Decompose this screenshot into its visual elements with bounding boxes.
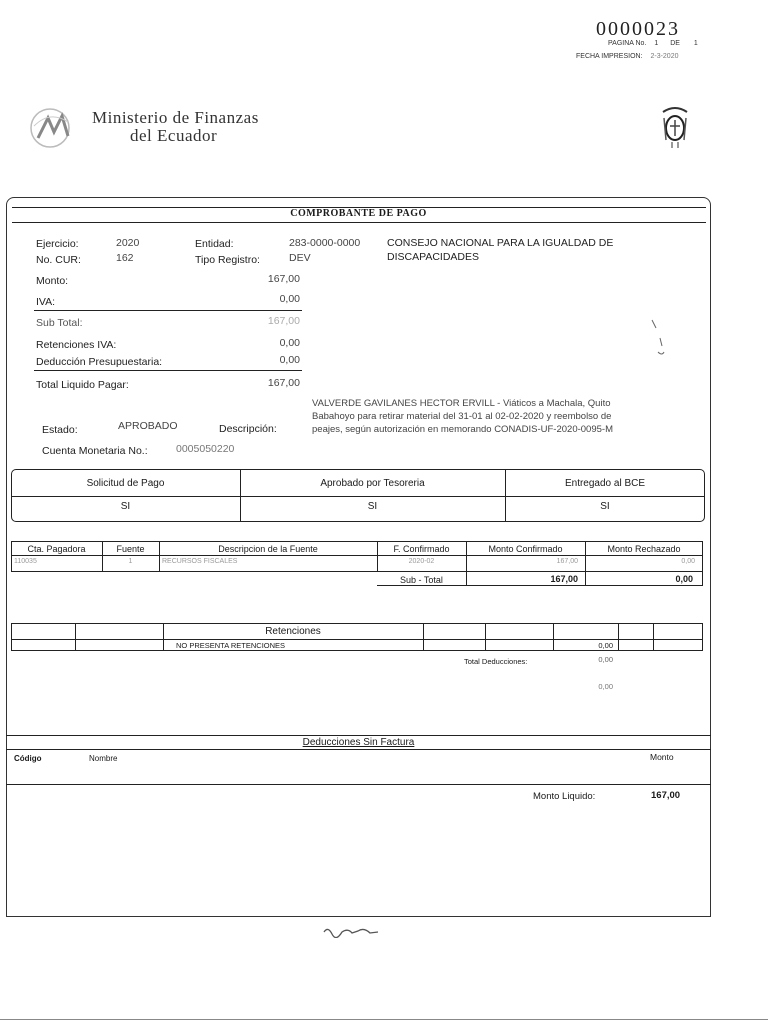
retenciones-row-text: NO PRESENTA RETENCIONES	[176, 641, 286, 650]
form-title: COMPROBANTE DE PAGO	[290, 208, 427, 219]
print-date-label: FECHA IMPRESION:	[576, 53, 643, 60]
descripcion-line1: VALVERDE GAVILANES HECTOR ERVILL - Viáticos a Machala, Quito	[312, 398, 611, 409]
total-deducciones-label: Total Deducciones:	[464, 657, 528, 666]
document-number: 0000023	[596, 18, 680, 40]
fuentes-header-descripcion: Descripcion de la Fuente	[218, 544, 318, 554]
deduccion-label: Deducción Presupuestaria:	[36, 356, 163, 368]
deducciones-col-nombre: Nombre	[89, 754, 118, 763]
ejercicio-label: Ejercicio:	[36, 238, 79, 250]
approvals-value-bce: SI	[600, 501, 610, 512]
coat-of-arms-icon	[660, 104, 690, 150]
page-of-label: DE	[670, 40, 680, 47]
retenciones-header-rule	[11, 639, 703, 640]
approvals-value-solicitud: SI	[120, 501, 131, 512]
fuentes-row-descripcion: RECURSOS FISCALES	[162, 558, 238, 565]
print-date: 2-3-2020	[650, 53, 679, 60]
deducciones-rule-bottom	[6, 784, 711, 785]
monto-liquido-value: 167,00	[651, 790, 681, 801]
retenciones-divider-1	[75, 623, 76, 651]
retenciones-iva-value: 0,00	[279, 337, 300, 349]
page-total: 1	[693, 40, 698, 47]
subtotal-label: Sub Total:	[36, 317, 83, 329]
ministry-name-line2: del Ecuador	[130, 126, 218, 145]
approvals-header-solicitud: Solicitud de Pago	[86, 478, 165, 489]
entidad-name-line2: DISCAPACIDADES	[387, 251, 479, 263]
fuentes-subtotal-label: Sub - Total	[400, 575, 443, 585]
cur-label: No. CUR:	[36, 254, 81, 266]
page-bottom-rule	[0, 1019, 768, 1020]
retenciones-iva-label: Retenciones IVA:	[36, 339, 117, 351]
tipo-registro-value: DEV	[289, 252, 311, 264]
descripcion-line2: Babahoyo para retirar material del 31-01 al 02-02-2020 y reembolso de	[312, 411, 612, 422]
page-info	[608, 40, 698, 47]
deducciones-col-codigo: Código	[14, 754, 42, 763]
retenciones-extra-value: 0,00	[598, 682, 613, 691]
cuenta-label: Cuenta Monetaria No.:	[42, 445, 148, 457]
cuenta-value: 0005050220	[176, 443, 235, 455]
page-label: PAGINA No.	[608, 40, 647, 47]
fuentes-row-fuente: 1	[128, 558, 133, 565]
iva-value: 0,00	[279, 293, 300, 305]
estado-value: APROBADO	[118, 420, 178, 432]
approvals-divider-2	[505, 469, 506, 522]
deducciones-col-monto: Monto	[650, 752, 674, 762]
retenciones-divider-7	[653, 623, 654, 651]
ejercicio-value: 2020	[116, 237, 140, 249]
subtotal-value: 167,00	[267, 315, 300, 327]
deducciones-rule-top	[6, 735, 711, 736]
ministry-name-line1: Ministerio de Finanzas	[92, 108, 259, 127]
fuentes-subtotal-divider-2	[585, 572, 586, 585]
approvals-header-tesoreria: Aprobado por Tesoreria	[320, 478, 425, 489]
subtotal-rule	[34, 310, 302, 311]
fuentes-row-fconfirmado: 2020-02	[408, 558, 435, 565]
approvals-value-tesoreria: SI	[367, 501, 378, 512]
fuentes-header-cta: Cta. Pagadora	[27, 544, 86, 554]
print-date-row	[576, 53, 679, 60]
signature-scribble-icon	[322, 924, 384, 938]
fuentes-header-rule	[11, 555, 703, 556]
tipo-registro-label: Tipo Registro:	[195, 254, 260, 266]
ministry-name	[92, 109, 259, 145]
fuentes-subtotal-divider-1	[466, 572, 467, 585]
monto-liquido-label: Monto Liquido:	[533, 791, 596, 802]
entidad-name-line1: CONSEJO NACIONAL PARA LA IGUALDAD DE	[387, 237, 614, 249]
entidad-value: 283-0000-0000	[289, 237, 361, 249]
approvals-header-bce: Entregado al BCE	[564, 478, 646, 489]
monto-label: Monto:	[36, 275, 69, 287]
fuentes-subtotal-rule	[377, 585, 703, 586]
monto-value: 167,00	[267, 273, 300, 285]
approvals-divider-1	[240, 469, 241, 522]
approvals-header-rule	[11, 496, 705, 497]
fuentes-subtotal-rechazado: 0,00	[675, 574, 693, 584]
fuentes-subtotal-confirmado: 167,00	[550, 574, 578, 584]
fuentes-header-fconfirmado: F. Confirmado	[393, 544, 450, 554]
fuentes-header-monto-confirmado: Monto Confirmado	[488, 544, 563, 554]
ministry-logo-icon	[28, 106, 80, 150]
fuentes-header-fuente: Fuente	[116, 544, 145, 554]
deducciones-rule-header	[6, 749, 711, 750]
descripcion-line3: peajes, según autorización en memorando CONADIS-UF-2020-0095-M	[312, 424, 613, 435]
fuentes-row-cta: 110035	[14, 558, 37, 565]
form-title-rule-bottom	[12, 222, 706, 223]
total-label: Total Liquido Pagar:	[36, 379, 129, 391]
retenciones-divider-4	[485, 623, 486, 651]
page-number: 1	[654, 40, 659, 47]
retenciones-divider-3	[423, 623, 424, 651]
total-deducciones-value: 0,00	[598, 655, 613, 664]
descripcion-label: Descripción:	[219, 423, 277, 435]
cur-value: 162	[116, 252, 134, 264]
total-value: 167,00	[267, 377, 300, 389]
fuentes-row-monto-confirmado: 167,00	[556, 558, 578, 565]
total-rule	[34, 370, 302, 371]
retenciones-row-value: 0,00	[598, 641, 613, 650]
estado-label: Estado:	[42, 424, 78, 436]
entidad-label: Entidad:	[195, 238, 234, 250]
retenciones-title: Retenciones	[265, 626, 321, 637]
fuentes-subtotal-divider-3	[702, 572, 703, 585]
deduccion-value: 0,00	[279, 354, 300, 366]
retenciones-divider-6	[618, 623, 619, 651]
iva-label: IVA:	[36, 296, 56, 308]
fuentes-row-monto-rechazado: 0,00	[681, 558, 695, 565]
deducciones-title: Deducciones Sin Factura	[302, 737, 415, 748]
fuentes-header-monto-rechazado: Monto Rechazado	[607, 544, 681, 554]
margin-mark-icon	[648, 318, 668, 360]
